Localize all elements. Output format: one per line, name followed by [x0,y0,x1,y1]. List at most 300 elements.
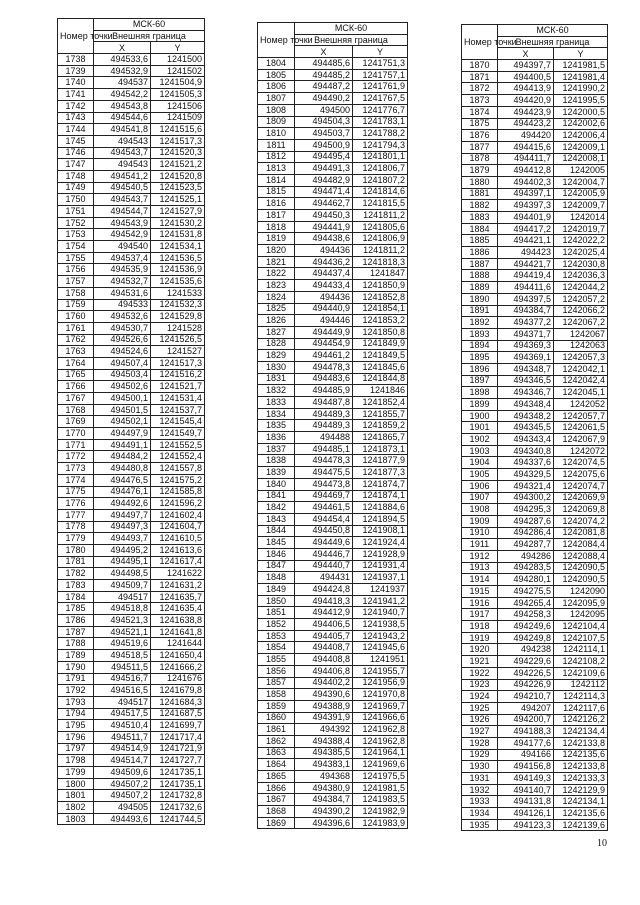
x-cell: 494469,7 [295,490,353,502]
table-row [462,352,608,364]
y-cell: 1242114,1 [554,644,608,656]
y-cell: 1242005,9 [554,188,608,200]
point-number-cell: 1756 [58,264,94,276]
point-number-cell: 1767 [58,393,94,405]
point-number-cell: 1839 [258,467,295,479]
y-cell: 1241520,3 [151,147,205,159]
x-cell: 494497,3 [94,521,151,533]
table-row [258,595,408,607]
y-cell: 1242002,6 [554,118,608,130]
table-row [462,153,608,165]
point-number-cell: 1901 [462,422,498,434]
x-cell: 494420 [498,130,554,142]
point-number-cell: 1739 [58,65,94,77]
table-row [462,714,608,726]
x-cell: 494377,2 [498,317,554,329]
point-number-cell: 1879 [462,165,498,177]
point-number-cell: 1905 [462,469,498,481]
x-cell: 494200,7 [498,714,554,726]
point-number-cell: 1930 [462,761,498,773]
x-cell: 494461,5 [295,502,353,514]
y-cell: 1241552,5 [151,439,205,451]
x-cell: 494436,2 [295,256,353,268]
x-cell: 494438,6 [295,233,353,245]
x-cell: 494380,9 [295,782,353,794]
y-cell: 1241788,2 [353,128,408,140]
x-cell: 494413,9 [498,83,554,95]
table-row [462,480,608,492]
table-row [58,533,205,545]
x-cell: 494493,7 [94,533,151,545]
x-cell: 494521,3 [94,615,151,627]
point-number-cell: 1834 [258,408,295,420]
point-number-cell: 1843 [258,513,295,525]
x-cell: 494511,7 [94,731,151,743]
y-cell: 1242090 [554,586,608,598]
y-cell: 1241937,1 [353,572,408,584]
point-number-cell: 1833 [258,397,295,409]
y-cell: 1241596,2 [151,498,205,510]
table-row [462,761,608,773]
point-number-cell: 1878 [462,153,498,165]
x-cell: 494509,6 [94,767,151,779]
table-row [58,790,205,802]
x-cell: 494475,5 [295,467,353,479]
x-cell: 494485,1 [295,443,353,455]
table-row [58,194,205,206]
y-cell: 1241806,7 [353,163,408,175]
x-cell: 494543,8 [94,100,151,112]
point-number-cell: 1847 [258,560,295,572]
point-number-cell: 1797 [58,743,94,755]
x-cell: 494505 [94,802,151,814]
y-cell: 1241874,1 [353,490,408,502]
x-cell: 494275,5 [498,586,554,598]
y-cell: 1242044,2 [554,282,608,294]
table-row [258,467,408,479]
x-cell: 494424,8 [295,584,353,596]
y-cell: 1242117,6 [554,702,608,714]
y-cell: 1241941,2 [353,595,408,607]
boundary-header: Внешняя граница [94,30,205,42]
point-number-cell: 1919 [462,632,498,644]
x-cell: 494140,7 [498,784,554,796]
table-row [58,544,205,556]
x-cell: 494507,4 [94,357,151,369]
y-cell: 1241526,5 [151,334,205,346]
coordinates-table-2 [257,22,408,829]
point-number-cell: 1874 [462,106,498,118]
table-row [462,527,608,539]
y-cell: 1241638,8 [151,615,205,627]
boundary-header: Внешняя граница [295,34,408,46]
point-number-cell: 1811 [258,139,295,151]
x-cell: 494440,9 [295,303,353,315]
table-row [462,808,608,820]
table-row [258,198,408,210]
x-cell: 494526,6 [94,334,151,346]
table-row [258,151,408,163]
table-row [462,200,608,212]
point-number-cell: 1793 [58,696,94,708]
table-row [462,562,608,574]
x-cell: 494454,9 [295,338,353,350]
x-cell: 494384,7 [295,794,353,806]
point-number-cell: 1825 [258,303,295,315]
x-cell: 494497,7 [94,509,151,521]
point-number-cell: 1911 [462,539,498,551]
point-number-cell: 1795 [58,720,94,732]
table-row [58,206,205,218]
table-row [258,268,408,280]
table-row [462,363,608,375]
x-cell: 494517 [94,591,151,603]
system-header: МСК-60 [498,25,608,37]
y-cell: 1241585,8 [151,486,205,498]
table-row [462,702,608,714]
y-cell: 1242135,6 [554,808,608,820]
table-row [58,54,205,66]
x-cell: 494531,6 [94,287,151,299]
x-cell: 494226,9 [498,679,554,691]
x-cell: 494473,8 [295,478,353,490]
y-cell: 1241679,8 [151,685,205,697]
point-number-cell: 1880 [462,176,498,188]
y-cell: 1241855,7 [353,408,408,420]
y-cell: 1242095,9 [554,597,608,609]
x-cell: 494406,5 [295,619,353,631]
table-row [58,65,205,77]
x-cell: 494397,3 [498,200,554,212]
x-cell: 494485,2 [295,69,353,81]
point-number-cell: 1910 [462,527,498,539]
x-cell: 494476,5 [94,474,151,486]
y-cell: 1242133,3 [554,773,608,785]
x-cell: 494482,9 [295,174,353,186]
x-cell: 494419,4 [498,270,554,282]
point-number-cell: 1915 [462,586,498,598]
x-cell: 494415,6 [498,141,554,153]
y-cell: 1241732,6 [151,802,205,814]
table-row [258,420,408,432]
x-cell: 494540,5 [94,182,151,194]
point-number-cell: 1782 [58,568,94,580]
point-number-cell: 1935 [462,819,498,831]
x-cell: 494412,8 [498,165,554,177]
y-cell: 1242074,7 [554,480,608,492]
point-number-cell: 1794 [58,708,94,720]
x-cell: 494530,7 [94,322,151,334]
table-row [258,513,408,525]
table-row [58,731,205,743]
table-row [58,264,205,276]
point-number-cell: 1776 [58,498,94,510]
point-number-cell: 1898 [462,387,498,399]
point-number-cell: 1876 [462,130,498,142]
y-cell: 1241783,1 [353,116,408,128]
point-number-cell: 1871 [462,71,498,83]
x-cell: 494411,6 [498,282,554,294]
x-cell: 494384,7 [498,305,554,317]
x-cell: 494535,9 [94,264,151,276]
table-row [258,139,408,151]
x-cell: 494516,5 [94,685,151,697]
y-cell: 1241955,7 [353,665,408,677]
x-cell: 494166 [498,749,554,761]
x-cell: 494516,7 [94,673,151,685]
x-cell: 494487,8 [295,397,353,409]
y-cell: 1241735,1 [151,778,205,790]
table-row [58,322,205,334]
table-row [462,118,608,130]
y-cell: 1241744,5 [151,813,205,825]
y-cell: 1241983,5 [353,794,408,806]
point-number-cell: 1890 [462,293,498,305]
point-number-cell: 1909 [462,515,498,527]
x-cell: 494397,7 [498,60,554,72]
table-row [258,104,408,116]
y-cell: 1241865,7 [353,432,408,444]
point-number-cell: 1786 [58,615,94,627]
table-row [462,188,608,200]
table-row [462,83,608,95]
table-row [58,311,205,323]
table-row [462,504,608,516]
table-row [58,650,205,662]
y-cell: 1242052 [554,399,608,411]
point-number-cell: 1741 [58,89,94,101]
point-number-cell: 1829 [258,350,295,362]
table-row [58,451,205,463]
y-cell: 1241687,5 [151,708,205,720]
point-number-cell: 1824 [258,291,295,303]
x-cell: 494493,6 [94,813,151,825]
x-header: X [498,48,554,60]
x-cell: 494348,2 [498,410,554,422]
y-cell: 1242074,2 [554,515,608,527]
point-number-cell: 1906 [462,480,498,492]
x-cell: 494450,3 [295,210,353,222]
x-cell: 494397,1 [498,188,554,200]
point-number-cell: 1765 [58,369,94,381]
x-cell: 494488 [295,432,353,444]
table-row [58,428,205,440]
point-number-cell: 1801 [58,790,94,802]
x-cell: 494420,9 [498,95,554,107]
point-number-cell: 1868 [258,806,295,818]
x-cell: 494489,3 [295,420,353,432]
point-number-cell: 1889 [462,282,498,294]
point-number-cell: 1856 [258,665,295,677]
point-number-cell: 1738 [58,54,94,66]
x-cell: 494300,2 [498,492,554,504]
y-cell: 1242074,5 [554,457,608,469]
y-cell: 1241717,4 [151,731,205,743]
x-cell: 494441,9 [295,221,353,233]
table-row [462,457,608,469]
x-header: X [295,46,353,58]
x-cell: 494504,3 [295,116,353,128]
y-cell: 1241969,6 [353,759,408,771]
point-number-cell: 1749 [58,182,94,194]
point-number-cell: 1913 [462,562,498,574]
x-cell: 494491,3 [295,163,353,175]
table-row [258,174,408,186]
x-cell: 494390,6 [295,689,353,701]
table-row [58,474,205,486]
y-cell: 1241877,3 [353,467,408,479]
point-number-cell: 1875 [462,118,498,130]
point-number-cell: 1885 [462,235,498,247]
table-row [58,673,205,685]
point-number-cell: 1920 [462,644,498,656]
x-cell: 494490,2 [295,93,353,105]
point-number-cell: 1809 [258,116,295,128]
point-number-cell: 1861 [258,724,295,736]
point-number-cell: 1854 [258,642,295,654]
point-number-cell: 1757 [58,276,94,288]
table-row [258,81,408,93]
x-cell: 494492,6 [94,498,151,510]
y-cell: 1241509 [151,112,205,124]
y-cell: 1242067 [554,328,608,340]
table-row [58,100,205,112]
point-number-cell: 1924 [462,691,498,703]
y-cell: 1241515,6 [151,124,205,136]
y-cell: 1241852,4 [353,397,408,409]
y-cell: 1241852,8 [353,291,408,303]
point-number-cell: 1907 [462,492,498,504]
point-number-cell: 1803 [58,813,94,825]
y-cell: 1242090,5 [554,562,608,574]
x-cell: 494446,7 [295,548,353,560]
table-row [462,469,608,481]
y-cell: 1242081,8 [554,527,608,539]
x-cell: 494483,6 [295,373,353,385]
point-number-cell: 1789 [58,650,94,662]
point-number-header: Номер точки [258,23,295,58]
table-row [258,630,408,642]
table-row [258,759,408,771]
y-cell: 1241811,2 [353,245,408,257]
point-number-cell: 1815 [258,186,295,198]
x-cell: 494238 [498,644,554,656]
table-row [58,568,205,580]
point-number-cell: 1928 [462,737,498,749]
x-cell: 494346,5 [498,375,554,387]
table-row [258,537,408,549]
point-number-cell: 1821 [258,256,295,268]
y-cell: 1242134,1 [554,796,608,808]
x-cell: 494249,8 [498,632,554,644]
x-cell: 494346,7 [498,387,554,399]
y-cell: 1241523,5 [151,182,205,194]
point-number-cell: 1763 [58,346,94,358]
point-number-cell: 1914 [462,574,498,586]
point-number-cell: 1870 [462,60,498,72]
x-cell: 494449,6 [295,537,353,549]
x-cell: 494391,9 [295,712,353,724]
y-cell: 1242057,2 [554,293,608,305]
y-cell: 1241516,2 [151,369,205,381]
point-number-cell: 1882 [462,200,498,212]
table-row [58,357,205,369]
x-cell: 494436 [295,291,353,303]
table-row [258,385,408,397]
table-row [258,315,408,327]
point-number-cell: 1774 [58,474,94,486]
y-cell: 1241844,8 [353,373,408,385]
point-number-cell: 1777 [58,509,94,521]
y-cell: 1241811,2 [353,210,408,222]
y-cell: 1242067,9 [554,434,608,446]
x-cell: 494423,9 [498,106,554,118]
table-row [58,89,205,101]
table-row [58,813,205,825]
y-cell: 1241557,8 [151,463,205,475]
table-row [58,591,205,603]
table-row [462,749,608,761]
point-number-cell: 1827 [258,326,295,338]
y-cell: 1242009,1 [554,141,608,153]
x-cell: 494514,9 [94,743,151,755]
point-number-cell: 1769 [58,416,94,428]
table-row [258,735,408,747]
x-cell: 494471,4 [295,186,353,198]
table-row [58,743,205,755]
y-cell: 1241849,5 [353,350,408,362]
x-cell: 494484,2 [94,451,151,463]
y-cell: 1241635,7 [151,591,205,603]
x-cell: 494329,5 [498,469,554,481]
table-row [462,165,608,177]
table-row [58,685,205,697]
x-cell: 494188,3 [498,726,554,738]
table-row [462,784,608,796]
point-number-cell: 1750 [58,194,94,206]
x-cell: 494368 [295,771,353,783]
x-cell: 494249,6 [498,621,554,633]
table-row [58,603,205,615]
x-cell: 494495,2 [94,544,151,556]
x-cell: 494149,3 [498,773,554,785]
y-cell: 1241604,7 [151,521,205,533]
point-number-cell: 1752 [58,217,94,229]
x-cell: 494462,7 [295,198,353,210]
y-cell: 1241859,2 [353,420,408,432]
point-number-cell: 1859 [258,700,295,712]
x-cell: 494396,6 [295,817,353,829]
x-cell: 494431 [295,572,353,584]
y-cell: 1242066,2 [554,305,608,317]
table-row [462,632,608,644]
x-cell: 494423 [498,247,554,259]
point-number-cell: 1908 [462,504,498,516]
point-number-cell: 1778 [58,521,94,533]
y-cell: 1241622 [151,568,205,580]
x-cell: 494402,2 [295,677,353,689]
point-number-cell: 1886 [462,247,498,259]
table-row [462,691,608,703]
point-number-cell: 1903 [462,445,498,457]
x-cell: 494265,4 [498,597,554,609]
table-row [258,817,408,829]
point-number-cell: 1888 [462,270,498,282]
point-number-cell: 1758 [58,287,94,299]
y-cell: 1241931,4 [353,560,408,572]
y-cell: 1241877,9 [353,455,408,467]
x-cell: 494524,6 [94,346,151,358]
